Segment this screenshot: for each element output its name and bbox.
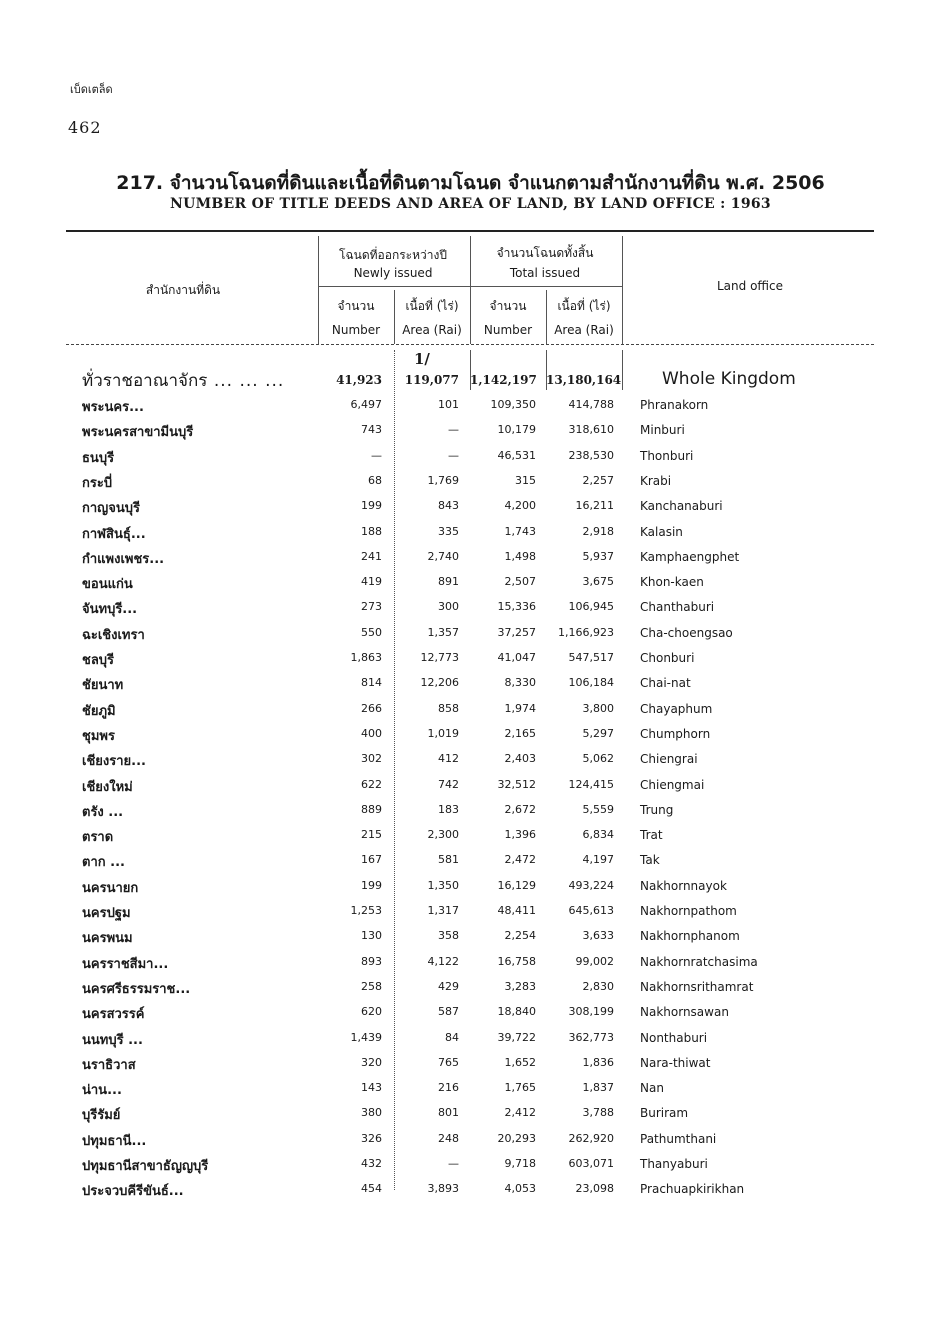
newly-issued-area: 1,357 [427, 625, 459, 639]
newly-issued-area: 1,317 [427, 904, 459, 917]
newly-issued-number: 188 [361, 524, 382, 538]
header-area-thai-2: เนื้อที่ (ไร่) [557, 299, 611, 313]
land-office-english: Khon-kaen [640, 575, 704, 590]
header-bottom-rule [66, 344, 874, 345]
total-issued-area: 5,297 [582, 726, 614, 740]
newly-issued-area: 843 [438, 499, 459, 513]
newly-issued-number: 199 [361, 878, 382, 892]
newly-issued-area: 3,893 [427, 1182, 459, 1196]
newly-issued-number: 419 [361, 575, 382, 589]
header-area-en: Area (Rai) [402, 323, 462, 337]
total-issued-area: 645,613 [568, 904, 614, 917]
total-total-area: 13,180,164 [546, 373, 622, 387]
land-office-thai: ธนบุรี [82, 450, 115, 466]
page-number: 462 [68, 118, 102, 137]
header-number-en-2: Number [483, 323, 533, 337]
total-issued-number: 2,472 [504, 853, 536, 867]
column-divider [622, 236, 623, 344]
land-office-english: Trat [640, 828, 663, 843]
newly-issued-area: 581 [438, 853, 459, 867]
newly-issued-area: — [448, 423, 459, 437]
land-office-thai: ตรัง ... [82, 804, 124, 820]
land-office-english: Chanthaburi [640, 600, 715, 615]
newly-issued-number: 320 [361, 1055, 382, 1069]
total-newly-number: 41,923 [336, 373, 382, 387]
newly-issued-number: 550 [361, 625, 382, 639]
land-office-thai: นครปฐม [82, 906, 131, 921]
column-divider [394, 290, 395, 344]
land-office-thai: เชียงใหม่ [82, 779, 133, 795]
land-office-thai: ชัยภูมิ [82, 703, 116, 719]
total-issued-area: 23,098 [575, 1182, 614, 1196]
table-row [0, 396, 941, 421]
total-issued-area: 99,002 [575, 954, 614, 968]
newly-issued-area: 183 [438, 802, 459, 816]
header-newly-thai: โฉนดที่ออกระหว่างปี [339, 248, 447, 262]
total-issued-area: 106,184 [568, 676, 614, 690]
total-issued-number: 37,257 [497, 625, 536, 639]
total-issued-number: 2,165 [504, 726, 536, 740]
total-issued-number: 16,758 [497, 954, 536, 968]
total-total-number: 1,142,197 [470, 373, 537, 387]
total-issued-number: 1,652 [504, 1055, 536, 1069]
land-office-thai: บุรีรัมย์ [82, 1108, 121, 1124]
total-issued-number: 20,293 [497, 1131, 536, 1145]
total-issued-area: 16,211 [575, 499, 614, 513]
total-english-name: Whole Kingdom [662, 369, 796, 389]
land-office-thai: ตาก ... [82, 855, 125, 871]
total-issued-number: 2,672 [504, 802, 536, 816]
land-office-thai: พระนครสาขามีนบุรี [82, 425, 194, 441]
newly-issued-number: 215 [361, 828, 382, 842]
table-row [0, 523, 941, 548]
newly-issued-area: 1,350 [427, 878, 459, 892]
land-office-english: Nakhornphanom [640, 929, 740, 944]
land-office-english: Krabi [640, 473, 672, 488]
total-issued-number: 1,765 [504, 1081, 536, 1095]
newly-issued-area: 2,300 [427, 828, 459, 842]
newly-issued-number: 302 [361, 752, 382, 766]
table-row [0, 801, 941, 826]
land-office-thai: ชลบุรี [82, 653, 115, 668]
table-row [0, 1104, 941, 1129]
total-issued-number: 16,129 [497, 878, 536, 892]
land-office-thai: กาญจนบุรี [82, 501, 140, 517]
total-issued-area: 2,830 [582, 979, 614, 993]
land-office-thai: จันทบุรี... [82, 602, 138, 618]
land-office-thai: กระบี่ [82, 475, 113, 491]
land-office-thai: นครศรีธรรมราช... [82, 981, 191, 997]
newly-issued-number: 326 [361, 1131, 382, 1145]
newly-issued-number: 199 [361, 499, 382, 513]
total-issued-number: 2,507 [504, 575, 536, 589]
table-row [0, 1029, 941, 1054]
newly-issued-area: 216 [438, 1081, 459, 1095]
table-row [0, 421, 941, 446]
total-issued-area: 3,800 [582, 701, 614, 715]
total-issued-number: 1,498 [504, 549, 536, 563]
newly-issued-number: 380 [361, 1106, 382, 1120]
table-row [0, 598, 941, 623]
land-office-english: Chai-nat [640, 676, 691, 691]
land-office-thai: ขอนแก่น [82, 577, 133, 593]
newly-issued-number: 6,497 [350, 398, 382, 411]
table-row [0, 548, 941, 573]
land-office-thai: นนทบุรี ... [82, 1032, 143, 1048]
newly-issued-number: 266 [361, 701, 382, 715]
land-office-thai: กำแพงเพชร... [82, 551, 165, 567]
total-issued-area: 1,836 [582, 1055, 614, 1069]
newly-issued-number: 130 [361, 929, 382, 943]
land-office-english: Nakhornnayok [640, 878, 727, 893]
table-row [0, 826, 941, 851]
total-issued-area: 362,773 [568, 1030, 614, 1044]
total-issued-number: 48,411 [497, 904, 536, 917]
land-office-english: Nara-thiwat [640, 1055, 711, 1070]
total-issued-number: 2,412 [504, 1106, 536, 1120]
footnote-mark: 1/ [414, 350, 430, 368]
land-office-english: Pathumthani [640, 1131, 717, 1146]
newly-issued-area: 358 [438, 929, 459, 943]
newly-issued-area: 248 [438, 1131, 459, 1145]
land-office-english: Chayaphum [640, 701, 713, 716]
header-number-thai-2: จำนวน [489, 299, 527, 313]
header-total-en: Total issued [509, 266, 581, 280]
newly-issued-number: 273 [361, 600, 382, 614]
land-office-english: Chiengmai [640, 777, 705, 792]
newly-issued-number: 622 [361, 777, 382, 791]
table-title-thai: 217. จำนวนโฉนดที่ดินและเนื้อที่ดินตามโฉนด จำแนกตามสำนักงานที่ดิน พ.ศ. 2506 [116, 172, 825, 194]
column-divider [318, 236, 319, 344]
total-issued-area: 4,197 [582, 853, 614, 867]
land-office-thai: พระนคร... [82, 400, 144, 415]
newly-issued-area: 4,122 [427, 954, 459, 968]
newly-issued-area: 101 [438, 398, 459, 411]
land-office-english: Minburi [640, 423, 685, 438]
total-issued-area: 3,675 [582, 575, 614, 589]
newly-issued-area: 412 [438, 752, 459, 766]
newly-issued-area: 12,773 [420, 651, 459, 664]
land-office-english: Chonburi [640, 651, 695, 665]
land-office-english: Phranakorn [640, 398, 709, 412]
total-issued-number: 46,531 [497, 448, 536, 462]
total-issued-area: 124,415 [568, 777, 614, 791]
total-issued-number: 9,718 [504, 1157, 536, 1170]
table-row [0, 674, 941, 699]
total-issued-area: 1,837 [582, 1081, 614, 1095]
newly-issued-area: — [448, 1157, 459, 1170]
land-office-thai: กาฬสินธุ์... [82, 526, 146, 542]
newly-issued-area: 858 [438, 701, 459, 715]
total-issued-number: 109,350 [490, 398, 536, 411]
land-office-english: Kamphaengphet [640, 549, 740, 564]
column-divider [546, 290, 547, 344]
land-office-thai: ประจวบคีรีขันธ์... [82, 1184, 184, 1200]
table-row [0, 927, 941, 952]
total-issued-area: 2,918 [582, 524, 614, 538]
total-newly-area: 119,077 [404, 373, 459, 387]
total-issued-number: 15,336 [497, 600, 536, 614]
land-office-english: Nakhornpathom [640, 904, 737, 918]
total-issued-area: 547,517 [568, 651, 614, 664]
land-office-thai: นครสวรรค์ [82, 1007, 145, 1023]
total-issued-area: 5,062 [582, 752, 614, 766]
land-office-thai: นครพนม [82, 931, 133, 947]
land-office-thai: ปทุมธานีสาขาธัญญบุรี [82, 1159, 209, 1174]
land-office-thai: ชุมพร [82, 728, 115, 744]
table-row [0, 472, 941, 497]
table-row [0, 877, 941, 902]
table-row [0, 700, 941, 725]
newly-issued-number: 432 [361, 1157, 382, 1170]
newly-issued-area: 2,740 [427, 549, 459, 563]
table-row [0, 725, 941, 750]
total-issued-number: 4,200 [504, 499, 536, 513]
table-title-english: NUMBER OF TITLE DEEDS AND AREA OF LAND, BY LAND OFFICE : 1963 [170, 196, 771, 212]
land-office-english: Thonburi [640, 448, 694, 463]
newly-issued-area: 765 [438, 1055, 459, 1069]
table-top-rule [66, 230, 874, 232]
newly-issued-area: 1,769 [427, 473, 459, 487]
newly-issued-number: — [371, 448, 382, 462]
header-area-en-2: Area (Rai) [554, 323, 614, 337]
land-office-english: Nonthaburi [640, 1030, 708, 1045]
total-issued-number: 8,330 [504, 676, 536, 690]
table-row [0, 978, 941, 1003]
newly-issued-number: 400 [361, 726, 382, 740]
land-office-thai: นราธิวาส [82, 1057, 136, 1073]
total-issued-number: 39,722 [497, 1030, 536, 1044]
total-issued-area: 3,633 [582, 929, 614, 943]
total-issued-area: 238,530 [568, 448, 614, 462]
newly-issued-number: 620 [361, 1005, 382, 1019]
total-issued-number: 41,047 [497, 651, 536, 664]
newly-issued-number: 893 [361, 954, 382, 968]
table-row [0, 1003, 941, 1028]
table-row [0, 851, 941, 876]
newly-issued-area: 12,206 [420, 676, 459, 690]
total-issued-number: 2,254 [504, 929, 536, 943]
header-area-thai: เนื้อที่ (ไร่) [405, 299, 459, 313]
total-issued-area: 5,937 [582, 549, 614, 563]
total-issued-area: 6,834 [582, 828, 614, 842]
table-row [0, 750, 941, 775]
newly-issued-number: 258 [361, 979, 382, 993]
total-issued-number: 10,179 [497, 423, 536, 437]
newly-issued-number: 743 [361, 423, 382, 437]
land-office-english: Prachuapkirikhan [640, 1182, 745, 1197]
total-issued-number: 32,512 [497, 777, 536, 791]
table-row [0, 1079, 941, 1104]
newly-issued-area: — [448, 448, 459, 462]
table-row [0, 1054, 941, 1079]
total-row [0, 367, 941, 392]
land-office-english: Cha-choengsao [640, 625, 733, 640]
table-row [0, 573, 941, 598]
header-number-en: Number [331, 323, 381, 337]
total-issued-number: 2,403 [504, 752, 536, 766]
total-issued-number: 4,053 [504, 1182, 536, 1196]
total-issued-number: 1,396 [504, 828, 536, 842]
total-issued-area: 3,788 [582, 1106, 614, 1120]
newly-issued-area: 335 [438, 524, 459, 538]
table-row [0, 497, 941, 522]
header-number-thai: จำนวน [337, 299, 375, 313]
newly-issued-area: 429 [438, 979, 459, 993]
newly-issued-area: 300 [438, 600, 459, 614]
land-office-thai: นครราชสีมา... [82, 956, 169, 972]
running-header: เบ็ดเตล็ด [70, 83, 113, 96]
land-office-thai: ตราด [82, 830, 114, 846]
total-issued-area: 318,610 [568, 423, 614, 437]
newly-issued-area: 891 [438, 575, 459, 589]
table-row [0, 953, 941, 978]
table-row [0, 1130, 941, 1155]
header-office-thai: สำนักงานที่ดิน [145, 283, 221, 297]
land-office-thai: นครนายก [82, 880, 139, 896]
total-issued-area: 2,257 [582, 473, 614, 487]
total-issued-area: 603,071 [568, 1157, 614, 1170]
newly-issued-area: 801 [438, 1106, 459, 1120]
total-thai-name: ทั่วราชอาณาจักร ... ... ... [82, 371, 285, 391]
land-office-thai: ปทุมธานี... [82, 1133, 147, 1149]
table-row [0, 1180, 941, 1205]
total-issued-area: 414,788 [568, 398, 614, 411]
header-total-thai: จำนวนโฉนดทั้งสิ้น [496, 246, 594, 260]
newly-issued-number: 1,253 [350, 904, 382, 917]
newly-issued-area: 1,019 [427, 726, 459, 740]
land-office-english: Kanchanaburi [640, 499, 723, 514]
land-office-english: Nakhornsrithamrat [640, 979, 754, 994]
land-office-english: Nakhornsawan [640, 1005, 729, 1020]
land-office-english: Chumphorn [640, 726, 711, 741]
table-row [0, 624, 941, 649]
newly-issued-area: 587 [438, 1005, 459, 1019]
land-office-english: Buriram [640, 1106, 689, 1121]
total-issued-number: 315 [515, 473, 536, 487]
total-issued-number: 3,283 [504, 979, 536, 993]
table-row [0, 447, 941, 472]
land-office-english: Chiengrai [640, 752, 698, 767]
total-issued-area: 5,559 [582, 802, 614, 816]
newly-issued-number: 68 [368, 473, 382, 487]
land-office-thai: น่าน... [82, 1083, 122, 1099]
newly-issued-area: 742 [438, 777, 459, 791]
newly-issued-number: 454 [361, 1182, 382, 1196]
total-issued-number: 18,840 [497, 1005, 536, 1019]
newly-issued-area: 84 [445, 1030, 459, 1044]
total-issued-area: 106,945 [568, 600, 614, 614]
total-issued-number: 1,974 [504, 701, 536, 715]
total-issued-area: 1,166,923 [558, 625, 614, 639]
land-office-thai: ชัยนาท [82, 678, 124, 694]
total-issued-area: 262,920 [568, 1131, 614, 1145]
newly-issued-number: 143 [361, 1081, 382, 1095]
header-office-en: Land office [717, 279, 783, 293]
total-issued-area: 493,224 [568, 878, 614, 892]
header-newly-en: Newly issued [353, 266, 433, 280]
land-office-thai: เชียงราย... [82, 754, 146, 770]
column-divider [470, 236, 471, 344]
newly-issued-number: 167 [361, 853, 382, 867]
table-row [0, 1155, 941, 1180]
land-office-english: Thanyaburi [640, 1157, 708, 1171]
land-office-english: Nakhornratchasima [640, 954, 758, 969]
land-office-thai: ฉะเชิงเทรา [82, 627, 145, 643]
land-office-english: Kalasin [640, 524, 683, 539]
newly-issued-number: 814 [361, 676, 382, 690]
table-row [0, 902, 941, 927]
table-row [0, 776, 941, 801]
newly-issued-number: 1,439 [350, 1030, 382, 1044]
land-office-english: Nan [640, 1081, 664, 1096]
newly-issued-number: 889 [361, 802, 382, 816]
newly-issued-number: 1,863 [350, 651, 382, 664]
total-issued-number: 1,743 [504, 524, 536, 538]
total-issued-area: 308,199 [568, 1005, 614, 1019]
land-office-english: Tak [640, 853, 660, 868]
land-office-english: Trung [640, 802, 674, 817]
table-row [0, 649, 941, 674]
newly-issued-number: 241 [361, 549, 382, 563]
